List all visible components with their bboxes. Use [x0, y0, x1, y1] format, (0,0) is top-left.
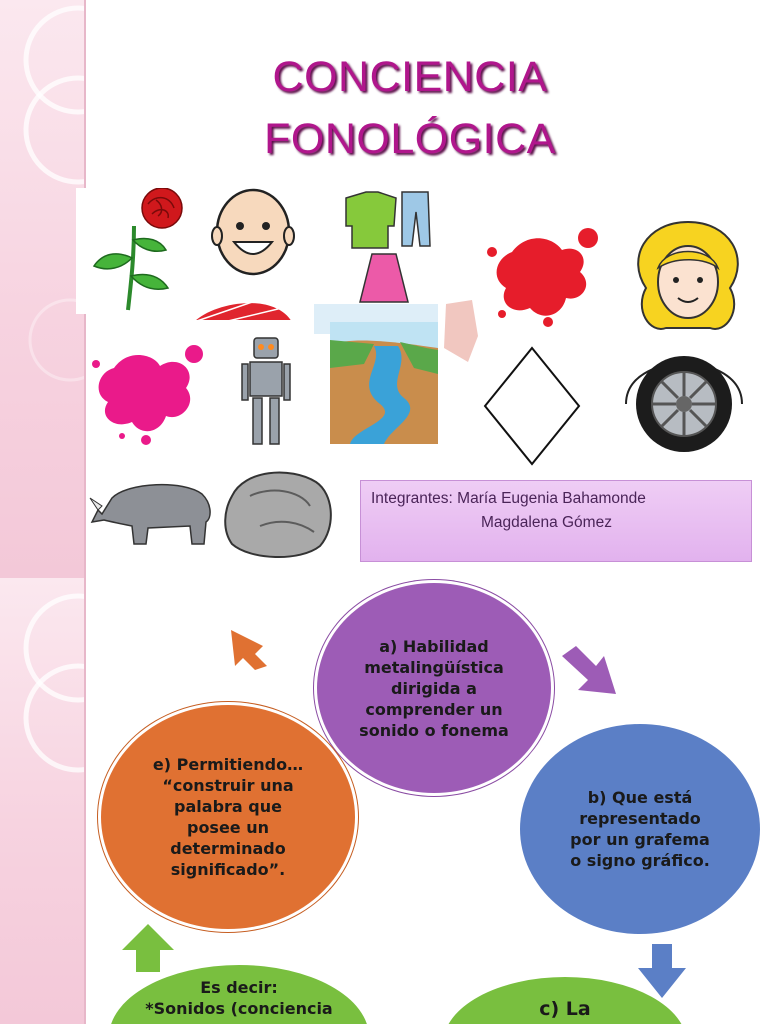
- decorative-circles: [0, 0, 84, 578]
- members-second-name: Magdalena Gómez: [481, 514, 612, 531]
- cycle-step-c-text: c) La: [539, 998, 591, 1020]
- clothes-image: [332, 186, 450, 308]
- members-box: [360, 480, 752, 562]
- decorative-side-strip: [0, 578, 86, 1024]
- title-line-1: CONCIENCIA: [272, 53, 548, 101]
- river-landscape-image: [314, 304, 438, 444]
- cycle-step-a: [314, 580, 554, 796]
- pink-paint-splash-image: [86, 340, 206, 448]
- pink-scrap-image: [438, 296, 482, 366]
- title-line-2: FONOLÓGICA: [264, 115, 556, 163]
- red-paint-splash-image: [482, 222, 606, 330]
- page-title: [150, 46, 670, 170]
- blonde-girl-image: [626, 218, 750, 338]
- robot-image: [240, 334, 292, 448]
- bald-face-image: [210, 186, 296, 278]
- purple-arrow-icon: [558, 642, 622, 702]
- orange-arrow-icon: [225, 626, 271, 674]
- green-arrow-icon: [120, 922, 176, 974]
- decorative-side-strip: [0, 0, 86, 578]
- cycle-step-d-text: Es decir: *Sonidos (conciencia: [145, 978, 333, 1018]
- red-fan-image: [104, 292, 294, 332]
- cycle-step-e: [98, 702, 358, 932]
- rhombus-image: [482, 346, 582, 466]
- wheel-image: [622, 342, 746, 454]
- rock-image: [220, 466, 338, 562]
- members-label: Integrantes: María Eugenia Bahamonde: [371, 490, 646, 507]
- cycle-step-b-text: b) Que está representado por un grafema o signo gráfico.: [570, 788, 710, 870]
- cycle-step-a-text: a) Habilidad metalingüística dirigida a comprender un sonido o fonema: [359, 636, 509, 740]
- cycle-step-b: [520, 724, 760, 934]
- cycle-step-e-text: e) Permitiendo… “construir una palabra que posee un determinado significado”.: [152, 755, 304, 879]
- cycle-diagram-slide: [0, 578, 768, 1024]
- rhinoceros-image: [88, 474, 218, 548]
- decorative-circles: [0, 578, 84, 1024]
